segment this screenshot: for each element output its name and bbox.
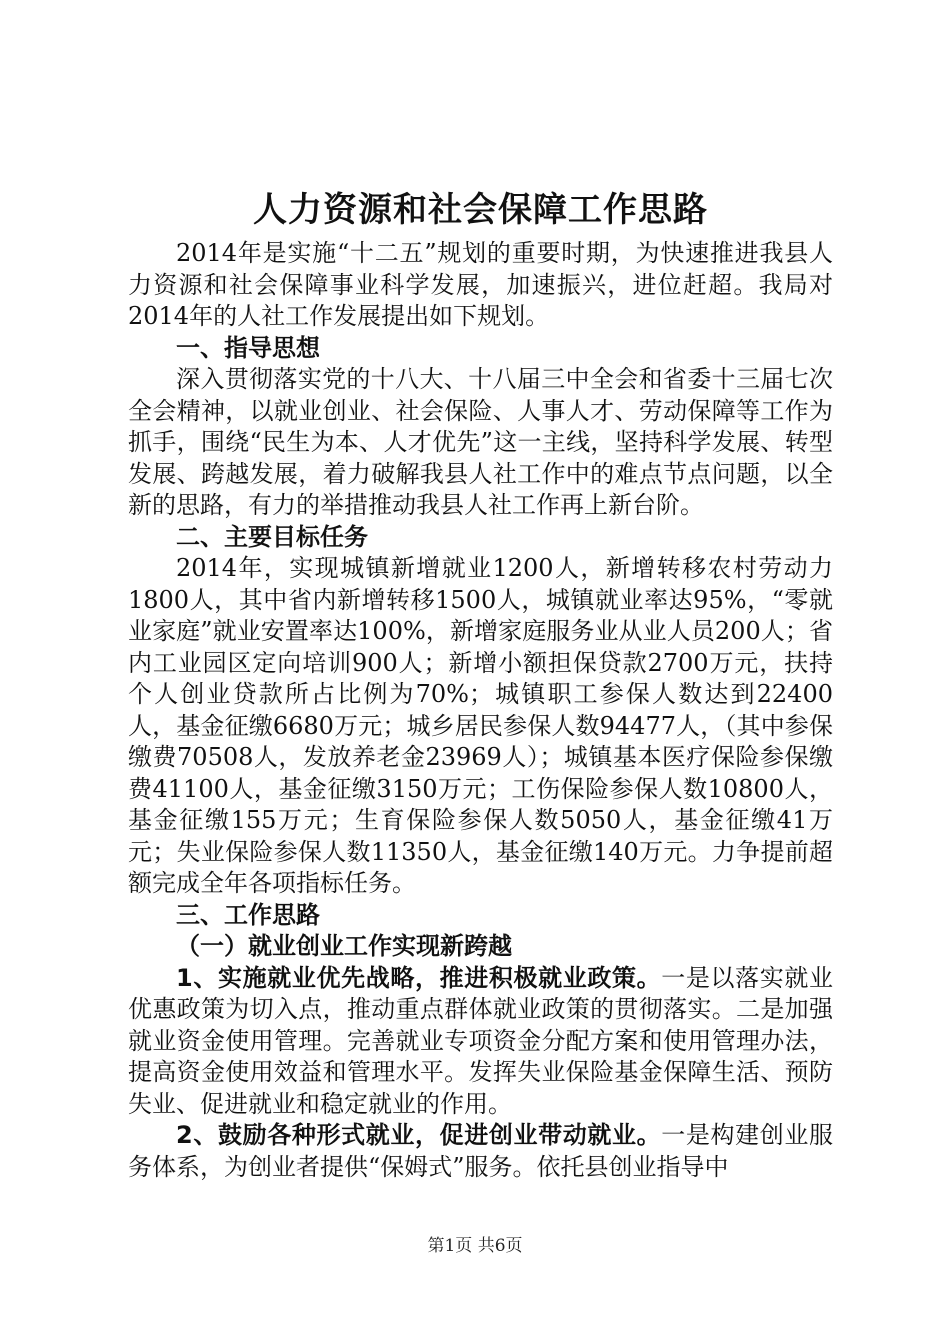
- intro-paragraph: 2014年是实施“十二五”规划的重要时期，为快速推进我县人力资源和社会保障事业科学发展，加速振兴，进位赶超。我局对2014年的人社工作发展提出如下规划。: [128, 239, 833, 330]
- subsection-heading-employment: （一）就业创业工作实现新跨越: [176, 932, 512, 960]
- page-number-footer: 第1页 共6页: [427, 1236, 523, 1256]
- entrepreneurship-lead: 2、鼓励各种形式就业，促进创业带动就业。: [176, 1121, 662, 1149]
- document-title: 人力资源和社会保障工作思路: [253, 190, 708, 230]
- entrepreneurship-body: 一是构建创业服务体系，为创业者提供“保姆式”服务。依托县创业指导中: [128, 1121, 833, 1181]
- section-heading-main-targets: 二、主要目标任务: [176, 522, 368, 551]
- employment-priority-paragraph: [128, 963, 833, 1121]
- main-targets-paragraph: 2014年，实现城镇新增就业1200人，新增转移农村劳动力1800人，其中省内新增转移1500人，城镇就业率达95%，“零就业家庭”就业安置率达100%，新增家庭服务业从业人员200人；省内工业园区定向培训900人；新增小额担保贷款2700万元，扶持个人创业贷款所占比例为70%；城镇职工参保人数达到22400人，基金征缴6680万元；城乡居民参保人数94477人，（其中参保缴费70508人，发放养老金23969人）；城镇基本医疗保险参保缴费41100人，基金征缴3150万元；工伤保险参保人数10800人，基金征缴155万元；生育保险参保人数5050人，基金征缴41万元；失业保险参保人数11350人，基金征缴140万元。力争提前超额完成全年各项指标任务。: [128, 554, 833, 897]
- employment-priority-lead: 1、实施就业优先战略，推进积极就业政策。: [176, 963, 662, 992]
- guiding-ideology-paragraph: 深入贯彻落实党的十八大、十八届三中全会和省委十三届七次全会精神，以就业创业、社会保险、人事人才、劳动保障等工作为抓手，围绕“民生为本、人才优先”这一主线，坚持科学发展、转型发展、跨越发展，着力破解我县人社工作中的难点节点问题，以全新的思路，有力的举措推动我县人社工作再上新台阶。: [128, 365, 833, 519]
- entrepreneurship-paragraph: [128, 1120, 833, 1183]
- section-heading-guiding-ideology: 一、指导思想: [176, 333, 320, 362]
- section-heading-work-ideas: 三、工作思路: [176, 900, 320, 929]
- document-body: [128, 184, 833, 1183]
- employment-priority-body: 一是以落实就业优惠政策为切入点，推动重点群体就业政策的贯彻落实。二是加强就业资金使用管理。完善就业专项资金分配方案和使用管理办法，提高资金使用效益和管理水平。发挥失业保险基金保障生活、预防失业、促进就业和稳定就业的作用。: [128, 963, 833, 1118]
